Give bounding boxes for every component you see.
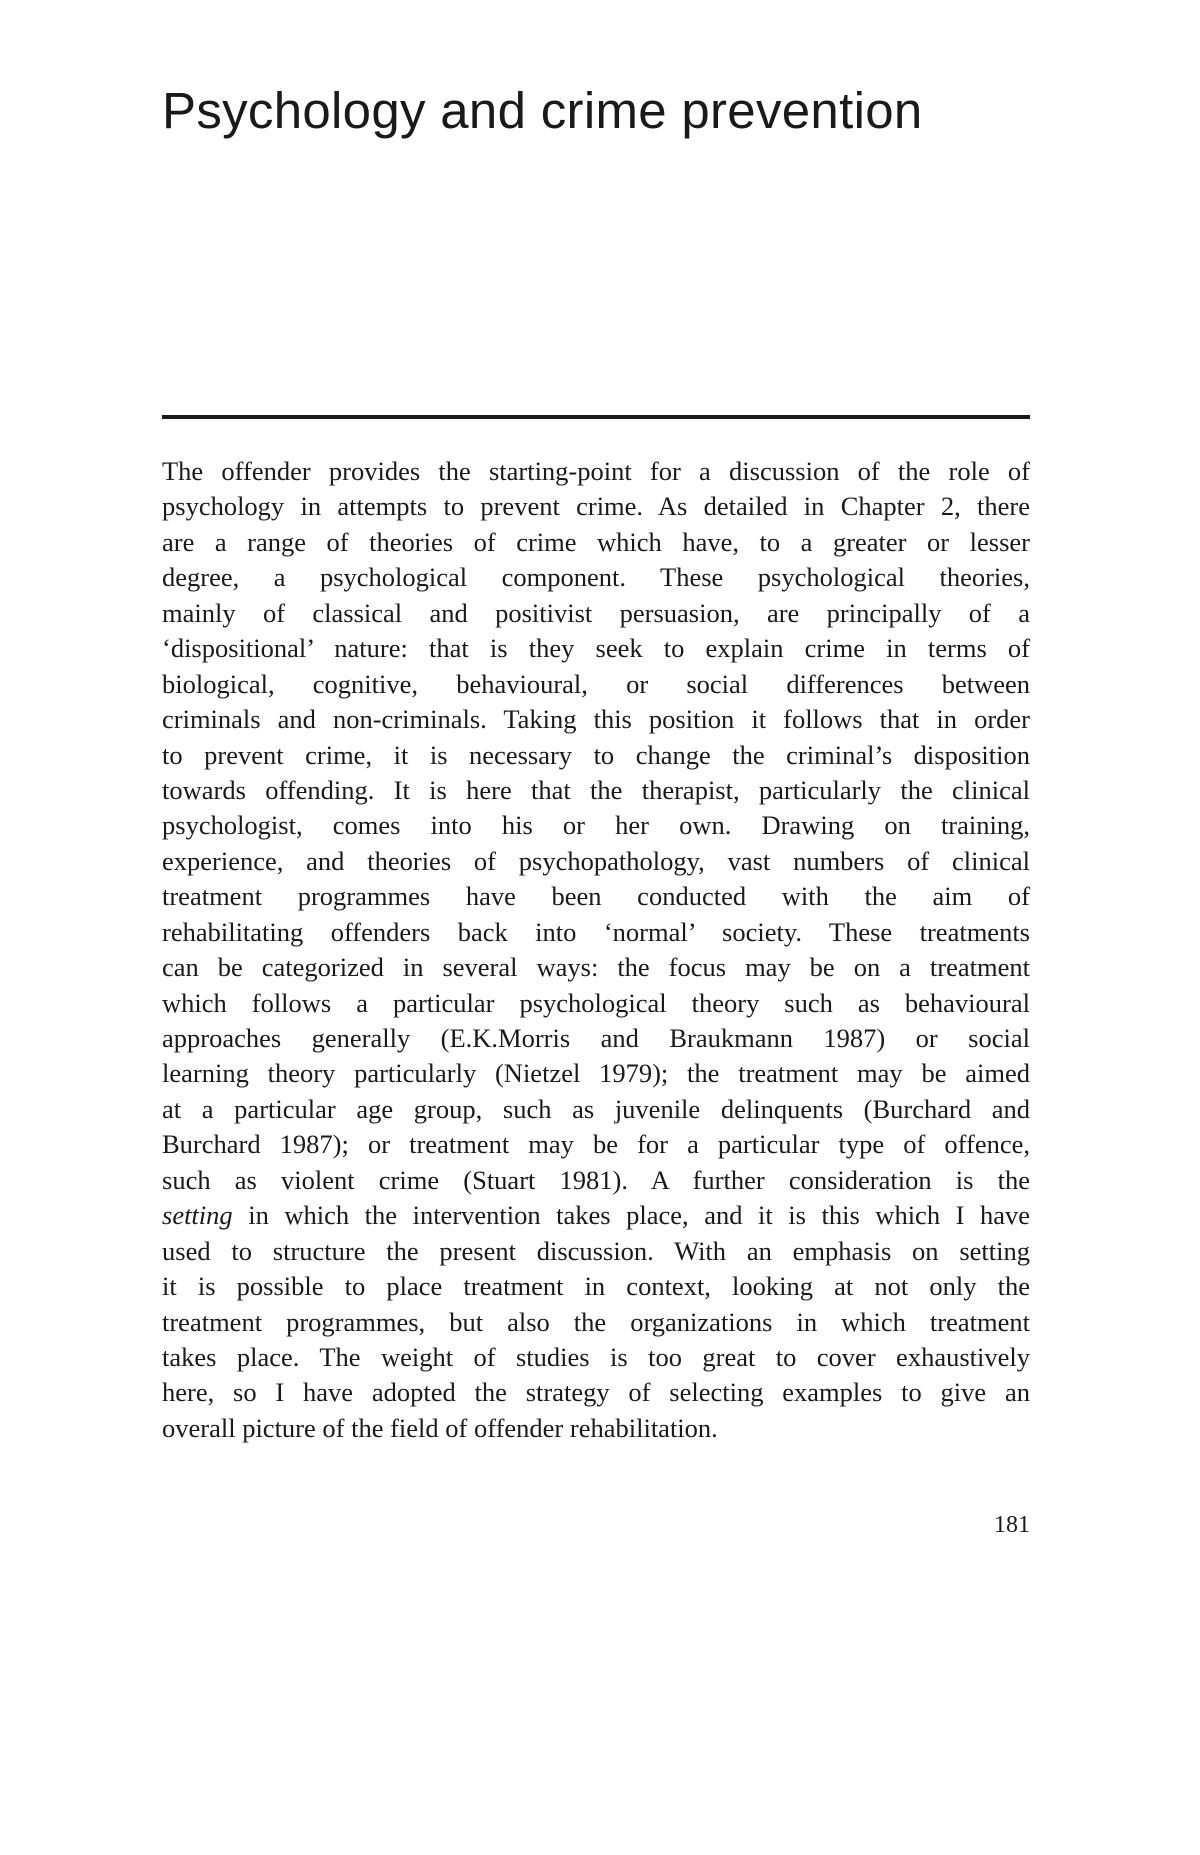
text-line: it is possible to place treatment in context, looking at not only the [162,1271,1030,1302]
text-line: experience, and theories of psychopathology, vast numbers of clinical [162,845,1030,876]
text-line: psychologist, comes into his or her own. Drawing on training, [162,810,1030,841]
text-line [162,1198,1030,1233]
text-line: overall picture of the field of offender rehabilitation. [162,1412,718,1443]
text-line: Burchard 1987); or treatment may be for a particular type of offence, [162,1129,1030,1160]
text-line: treatment programmes, but also the organizations in which treatment [162,1306,1030,1337]
text-line: biological, cognitive, behavioural, or social differences between [162,668,1030,699]
text-line: criminals and non-criminals. Taking this position it follows that in order [162,704,1030,735]
text-line-rest: in which the intervention takes place, and it is this which I have [248,1200,1030,1231]
text-line: used to structure the present discussion. With an emphasis on setting [162,1235,1030,1266]
text-line: here, so I have adopted the strategy of selecting examples to give an [162,1377,1030,1408]
text-line: psychology in attempts to prevent crime. As detailed in Chapter 2, there [162,491,1030,522]
text-line: learning theory particularly (Nietzel 1979); the treatment may be aimed [162,1058,1030,1089]
text-line: rehabilitating offenders back into ‘normal’ society. These treatments [162,916,1030,947]
text-line: approaches generally (E.K.Morris and Braukmann 1987) or social [162,1023,1030,1053]
text-line: to prevent crime, it is necessary to change the criminal’s disposition [162,739,1030,770]
text-line: at a particular age group, such as juvenile delinquents (Burchard and [162,1093,1030,1124]
text-line: degree, a psychological component. These psychological theories, [162,562,1030,593]
text-line: takes place. The weight of studies is too great to cover exhaustively [162,1341,1030,1372]
text-line: The offender provides the starting-point for a discussion of the role of [162,456,1030,486]
text-line: which follows a particular psychological theory such as behavioural [162,987,1030,1018]
text-line: towards offending. It is here that the therapist, particularly the clinical [162,774,1030,805]
text-line: treatment programmes have been conducted with the aim of [162,881,1030,912]
text-line: such as violent crime (Stuart 1981). A further consideration is the [162,1164,1030,1195]
body-paragraph [162,454,1030,1446]
title-divider [162,415,1030,419]
text-line: can be categorized in several ways: the focus may be on a treatment [162,952,1030,983]
text-line: mainly of classical and positivist persuasion, are principally of a [162,597,1030,628]
chapter-title: Psychology and crime prevention [162,82,923,139]
text-line: are a range of theories of crime which have, to a greater or lesser [162,526,1030,557]
italic-term: setting [162,1200,233,1231]
page-number: 181 [994,1512,1030,1538]
text-line: ‘dispositional’ nature: that is they seek to explain crime in terms of [162,633,1030,664]
